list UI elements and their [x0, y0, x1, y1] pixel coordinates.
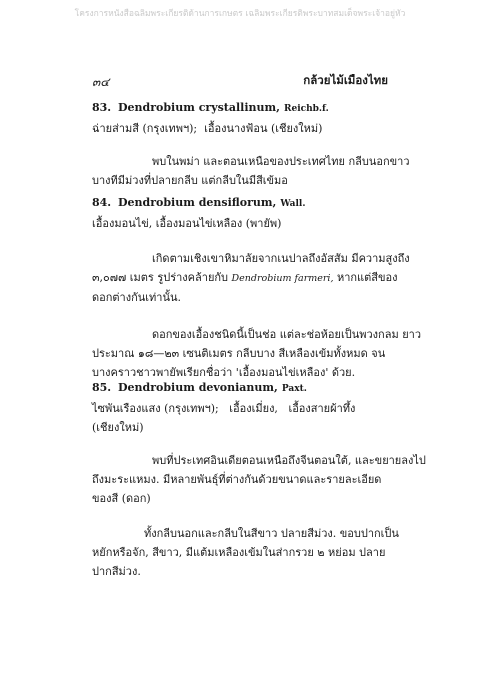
entry-number: 83. — [92, 101, 112, 114]
entry-number: 84. — [92, 196, 112, 209]
paragraph: พบที่ประเทศอินเดียตอนเหนือถึงจีนตอนใต้, และขยายลงไป ถึงมะระแหมง. มีหลายพันธุ์ที่ต่างกันด้วยขนาดและรายละเอียด ของสี (ดอก) — [92, 454, 426, 505]
scientific-name: Dendrobium devonianum, Paxt. — [118, 381, 307, 394]
author-abbrev: Paxt. — [281, 384, 307, 394]
author-abbrev: Wall. — [280, 199, 306, 209]
entry-84 — [92, 196, 421, 382]
page-number: ๓๔ — [92, 75, 110, 89]
paragraph: ทั้งกลีบนอกและกลีบในสีขาว ปลายสีม่วง. ขอบปากเป็น หยักหรือจัก, สีขาว, มีแต้มเหลืองเข้มในส่ากรวย ๒ หย่อม ปลาย ปากสีม่วง. — [92, 527, 399, 578]
entry-number: 85. — [92, 381, 112, 394]
paragraph: เกิดตามเชิงเขาหิมาลัยจากเนปาลถึงอัสสัม มีความสูงถึง ๓,๐๗๗ เมตร รูปร่างคล้ายกับ Dendrobium farmeri, หากแต่สีของ ดอกต่างกันเท่านั้น. — [92, 252, 410, 304]
entry-85 — [92, 381, 426, 581]
entry-heading — [92, 196, 392, 214]
watermark-text: โครงการหนังสือฉลิมพระเกียรติด้านการเกษตร เฉลิมพระเกียรติพระบาทสมเด็จพระเจ้าอยู่หัว — [74, 9, 406, 19]
scientific-name: Dendrobium densiflorum, Wall. — [118, 196, 306, 209]
common-names: เอื้องมอนไข่, เอื้องมอนไข่เหลือง (พายัพ) — [92, 217, 282, 230]
latin-species-name: Dendrobium farmeri, — [231, 273, 334, 284]
common-names-cont: (เชียงใหม่) — [92, 421, 144, 434]
author-abbrev: Reichb.f. — [283, 104, 329, 114]
paragraph: ดอกของเอื้องชนิดนี้เป็นช่อ แต่ละช่อห้อยเป็นพวงกลม ยาว ประมาณ ๑๘—๒๓ เซนติเมตร กลีบบาง สีเหลืองเข้มทั้งหมด จน บางคราวชาวพายัพเรียกชื่อว่า 'เอื้องมอนไข่เหลือง' ด้วย. — [92, 328, 421, 379]
paragraph: พบในพม่า และตอนเหนือของประเทศไทย กลีบนอกขาว บางทีมีม่วงที่ปลายกลีบ แต่กลีบในมีสีเข้มอ — [92, 155, 410, 187]
entry-heading — [92, 101, 392, 119]
common-names: ไซพันเรืองแสง (กรุงเทพฯ); เอื้องเมี่ยง, เอื้องสายผ้าทึ้ง — [92, 402, 356, 415]
entry-83 — [92, 101, 410, 190]
scientific-name: Dendrobium crystallinum, Reichb.f. — [118, 101, 329, 114]
common-names: ฉ่ายส่ามสี (กรุงเทพฯ); เอื้องนางฟ้อน (เชียงใหม่) — [92, 122, 323, 135]
entry-heading — [92, 381, 392, 399]
running-title: กล้วยไม้เมืองไทย — [303, 73, 388, 87]
